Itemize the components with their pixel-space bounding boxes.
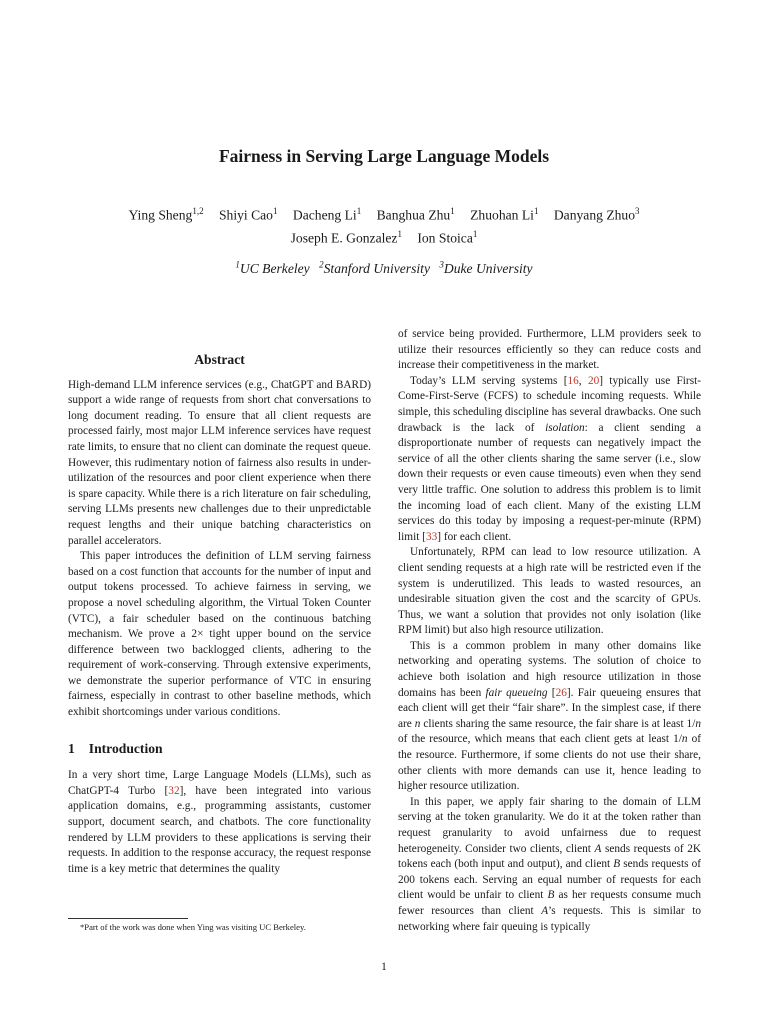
page-number: 1 [381, 961, 387, 973]
citation-link[interactable]: 32 [168, 784, 180, 797]
footnote: *Part of the work was done when Ying was visiting UC Berkeley. [80, 922, 306, 932]
body-paragraph: This is a common problem in many other domains like networking and operating systems. The solution of choice to achieve both isolation and high resource utilization in those domains has been fair queueing [26]. Fair queueing ensures that each client will get their “fair share”. In the simplest case, if there are n clients sharing the same resource, the fair share is at least 1/n of the resource, which means that each client gets at least 1/n of the resource. Furthermore, if some clients do not use their share, other clients with more demands can use it, hence leading to higher resource utilization. [398, 639, 702, 793]
left-column [68, 352, 371, 877]
author: Dacheng Li$^1$ [292, 206, 362, 223]
author: Banghua Zhu$^1$ [376, 206, 455, 223]
body-paragraph: Unfortunately, RPM can lead to low resource utilization. A client sending requests at a high rate will be restricted even if the system is underutilized. This leads to wasted resources, an undesirable situation given the cost and the scarcity of GPUs. Thus, we want a solution that provides not only isolation (like RPM limit) but also high resource utilization. [398, 546, 701, 637]
author: Joseph E. Gonzalez$^1$ [290, 228, 402, 246]
citation-link[interactable]: 33 [425, 530, 438, 543]
affiliation-list [0, 259, 768, 277]
citation-link[interactable]: 16 [567, 374, 579, 387]
author: Ion Stoica$^1$ [417, 228, 478, 246]
body-paragraph: of service being provided. Furthermore, LLM providers seek to utilize their resources efficiently so they can reduce costs and increase their competitiveness in the market. [398, 328, 701, 372]
citation-link[interactable]: 26 [555, 686, 567, 699]
abstract-heading: Abstract [194, 352, 245, 367]
section-number: 1 [68, 740, 75, 756]
affiliation: $^1$UC Berkeley [235, 259, 310, 276]
body-paragraph: Today’s LLM serving systems [16, 20] typically use First-Come-First-Serve (FCFS) to schedule incoming requests. While simple, this scheduling discipline has several drawbacks. One such drawback is the lack of isolation: a client sending a disproportionate number of requests can negatively impact the service of all the other clients sharing the same server (i.e., slow down their requests or even cause timeouts) even when they send very little traffic. One solution to address this problem is to limit the incoming load of each client. Many of the existing LLM services do this today by imposing a request-per-minute (RPM) limit [33] for each client. [398, 374, 701, 543]
footnote-divider [68, 918, 188, 919]
author: Zhuohan Li$^1$ [470, 206, 539, 223]
abstract-paragraph: High-demand LLM inference services (e.g., ChatGPT and BARD) support a wide range of requests from short chat conversations to long document reading. To ensure that all client requests are processed fairly, most major LLM inference services have request rate limits, to ensure that no client can dominate the request queue. However, this rudimentary notion of fairness also results in under-utilization of the resources and poor client experience when there is spare capacity. While there is a rich literature on fair scheduling, serving LLMs presents new challenges due to their unpredictable request lengths and their unique batching characteristics on parallel accelerators. [68, 378, 371, 547]
right-column [398, 327, 701, 935]
citation-link[interactable]: 20 [587, 374, 600, 387]
author: Danyang Zhuo$^3$ [553, 206, 640, 223]
author: Ying Sheng$^{1,2}$ [128, 206, 204, 223]
section-title: Introduction [88, 740, 163, 756]
affiliation: $^3$Duke University [439, 259, 533, 276]
abstract-paragraph: This paper introduces the definition of LLM serving fairness based on a cost function that accounts for the number of input and output tokens processed. To achieve fairness in serving, we propose a novel scheduling algorithm, the Virtual Token Counter (VTC), a fair scheduler based on the continuous batching mechanism. We prove a 2× tight upper bound on the service difference between two backlogged clients, adhering to the requirement of work-conserving. Through extensive experiments, we demonstrate the superior performance of VTC in ensuring fairness, especially in contrast to other baseline methods, which exhibit shortcomings under various conditions. [68, 550, 371, 719]
intro-paragraph: In a very short time, Large Language Models (LLMs), such as ChatGPT-4 Turbo [32], have been integrated into various application domains, e.g., programming assistants, customer support, document search, and chatbots. The core functionality rendered by LLM providers to these applications is serving their requests. In addition to the response accuracy, the request response time is a key metric that determines the quality [68, 769, 372, 875]
affiliation: $^2$Stanford University [319, 259, 430, 276]
author: Shiyi Cao$^1$ [218, 206, 278, 223]
author-list [84, 202, 684, 247]
paper-title: Fairness in Serving Large Language Models [218, 146, 550, 166]
body-paragraph: In this paper, we apply fair sharing to the domain of LLM serving at the token granularity. We do it at the token rather than request granularity to avoid unfairness due to request heterogeneity. Consider two clients, client A sends requests of 2K tokens each (both input and output), and client B sends requests of 200 tokens each. Serving an equal number of requests for each client would be unfair to client B as her requests consume much fewer resources than client A’s requests. This is similar to networking where fair queuing is typically [398, 795, 701, 933]
section-heading-introduction [68, 741, 371, 757]
